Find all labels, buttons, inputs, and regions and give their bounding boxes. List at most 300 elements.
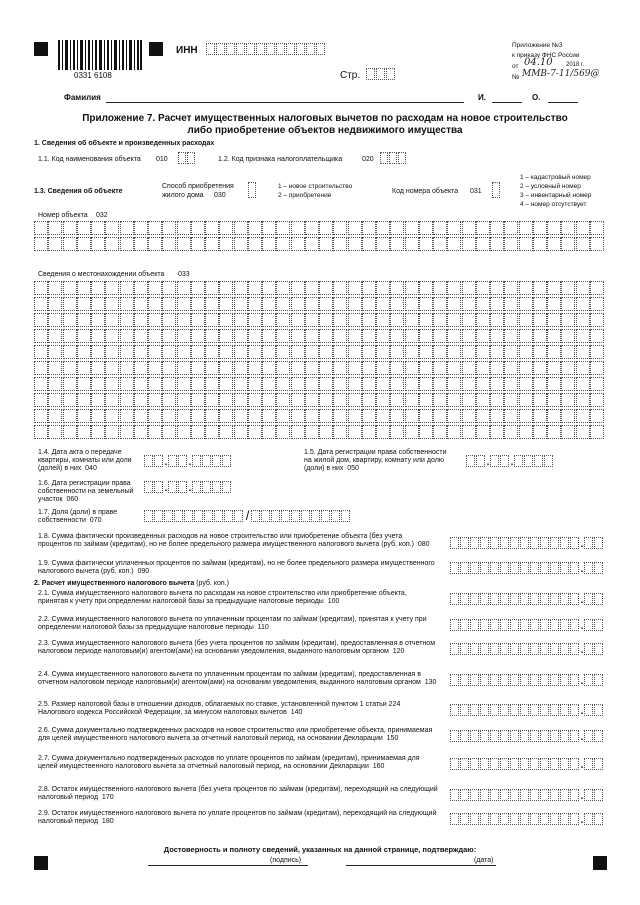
input-cell[interactable] <box>34 425 48 439</box>
input-cell[interactable] <box>594 643 603 655</box>
input-cell[interactable] <box>376 281 390 295</box>
input-cell[interactable] <box>305 281 319 295</box>
signature-input[interactable] <box>148 865 308 866</box>
input-cell[interactable] <box>305 313 319 327</box>
input-cell[interactable] <box>590 425 604 439</box>
input-cell[interactable] <box>34 237 48 251</box>
input-cell[interactable] <box>134 409 148 423</box>
input-cell[interactable] <box>550 789 559 801</box>
input-cell[interactable] <box>390 361 404 375</box>
input-cell[interactable] <box>590 393 604 407</box>
surname-input[interactable] <box>106 102 464 103</box>
input-cell[interactable] <box>490 393 504 407</box>
input-cell[interactable] <box>510 593 519 605</box>
input-cell[interactable] <box>291 425 305 439</box>
input-cell[interactable] <box>219 237 233 251</box>
input-cell[interactable] <box>376 221 390 235</box>
input-cell[interactable] <box>547 313 561 327</box>
input-cell[interactable] <box>476 361 490 375</box>
input-cell[interactable] <box>576 393 590 407</box>
input-cell[interactable] <box>533 361 547 375</box>
input-cell[interactable] <box>433 361 447 375</box>
input-cell[interactable] <box>500 619 509 631</box>
input-cell[interactable] <box>120 297 134 311</box>
input-cell[interactable] <box>291 409 305 423</box>
input-cell[interactable] <box>105 345 119 359</box>
input-cell[interactable] <box>480 593 489 605</box>
input-cell[interactable] <box>319 361 333 375</box>
input-cell[interactable] <box>433 237 447 251</box>
input-cell[interactable] <box>550 562 559 574</box>
input-cell[interactable] <box>405 361 419 375</box>
input-cell[interactable] <box>470 562 479 574</box>
input-cell[interactable] <box>348 329 362 343</box>
input-cell[interactable] <box>248 297 262 311</box>
input-cell[interactable] <box>177 377 191 391</box>
input-cell[interactable] <box>570 562 579 574</box>
input-cell[interactable] <box>341 510 350 522</box>
input-cell[interactable] <box>480 619 489 631</box>
input-cell[interactable] <box>510 562 519 574</box>
input-cell[interactable] <box>500 537 509 549</box>
input-cell[interactable] <box>570 593 579 605</box>
input-cell[interactable] <box>148 345 162 359</box>
input-cell[interactable] <box>234 510 243 522</box>
input-cell[interactable] <box>234 237 248 251</box>
input-cell[interactable] <box>490 297 504 311</box>
input-cell[interactable] <box>594 704 603 716</box>
input-cell[interactable] <box>510 643 519 655</box>
input-cell[interactable] <box>561 221 575 235</box>
input-cell[interactable] <box>348 361 362 375</box>
input-cell[interactable] <box>105 393 119 407</box>
input-cell[interactable] <box>376 237 390 251</box>
input-cell[interactable] <box>319 297 333 311</box>
input-cell[interactable] <box>561 281 575 295</box>
input-cell[interactable] <box>490 237 504 251</box>
input-cell[interactable] <box>162 345 176 359</box>
input-cell[interactable] <box>560 813 569 825</box>
input-cell[interactable] <box>305 329 319 343</box>
input-cell[interactable] <box>576 313 590 327</box>
input-cell[interactable] <box>476 281 490 295</box>
input-cell[interactable] <box>219 409 233 423</box>
input-cell[interactable] <box>590 237 604 251</box>
input-cell[interactable] <box>405 329 419 343</box>
f17-share-input[interactable] <box>144 510 351 522</box>
input-cell[interactable] <box>77 425 91 439</box>
input-cell[interactable] <box>376 345 390 359</box>
input-cell[interactable] <box>519 297 533 311</box>
input-cell[interactable] <box>480 789 489 801</box>
input-cell[interactable] <box>191 361 205 375</box>
input-cell[interactable] <box>447 297 461 311</box>
input-cell[interactable] <box>319 409 333 423</box>
input-cell[interactable] <box>91 237 105 251</box>
input-cell[interactable] <box>561 361 575 375</box>
input-cell[interactable] <box>476 409 490 423</box>
input-cell[interactable] <box>134 361 148 375</box>
input-cell[interactable] <box>205 361 219 375</box>
input-cell[interactable] <box>490 409 504 423</box>
input-cell[interactable] <box>470 674 479 686</box>
input-cell[interactable] <box>460 537 469 549</box>
input-cell[interactable] <box>148 313 162 327</box>
input-cell[interactable] <box>77 377 91 391</box>
input-cell[interactable] <box>205 297 219 311</box>
input-cell[interactable] <box>470 593 479 605</box>
input-cell[interactable] <box>520 619 529 631</box>
input-cell[interactable] <box>584 537 593 549</box>
input-cell[interactable] <box>291 221 305 235</box>
input-cell[interactable] <box>405 281 419 295</box>
input-cell[interactable] <box>570 813 579 825</box>
input-cell[interactable] <box>205 281 219 295</box>
input-cell[interactable] <box>570 643 579 655</box>
input-cell[interactable] <box>405 297 419 311</box>
input-cell[interactable] <box>460 758 469 770</box>
input-cell[interactable] <box>205 313 219 327</box>
input-cell[interactable] <box>305 237 319 251</box>
input-cell[interactable] <box>333 361 347 375</box>
input-cell[interactable] <box>262 377 276 391</box>
section2-row-amount-input[interactable] <box>450 643 604 655</box>
input-cell[interactable] <box>594 730 603 742</box>
input-cell[interactable] <box>504 221 518 235</box>
input-cell[interactable] <box>520 674 529 686</box>
input-cell[interactable] <box>570 730 579 742</box>
input-cell[interactable] <box>205 409 219 423</box>
input-cell[interactable] <box>63 393 77 407</box>
input-cell[interactable] <box>594 758 603 770</box>
input-cell[interactable] <box>519 377 533 391</box>
input-cell[interactable] <box>205 377 219 391</box>
input-cell[interactable] <box>177 361 191 375</box>
input-cell[interactable] <box>134 221 148 235</box>
input-cell[interactable] <box>500 593 509 605</box>
input-cell[interactable] <box>480 537 489 549</box>
input-cell[interactable] <box>48 345 62 359</box>
input-cell[interactable] <box>576 297 590 311</box>
input-cell[interactable] <box>63 329 77 343</box>
input-cell[interactable] <box>550 730 559 742</box>
input-cell[interactable] <box>447 361 461 375</box>
input-cell[interactable] <box>91 329 105 343</box>
input-cell[interactable] <box>540 643 549 655</box>
input-cell[interactable] <box>533 425 547 439</box>
input-cell[interactable] <box>148 409 162 423</box>
input-cell[interactable] <box>504 237 518 251</box>
input-cell[interactable] <box>520 643 529 655</box>
input-cell[interactable] <box>540 758 549 770</box>
input-cell[interactable] <box>547 425 561 439</box>
input-cell[interactable] <box>450 643 459 655</box>
acq-input[interactable] <box>248 182 257 198</box>
input-cell[interactable] <box>520 593 529 605</box>
input-cell[interactable] <box>590 329 604 343</box>
input-cell[interactable] <box>540 730 549 742</box>
input-cell[interactable] <box>191 281 205 295</box>
input-cell[interactable] <box>148 221 162 235</box>
input-cell[interactable] <box>305 377 319 391</box>
input-cell[interactable] <box>194 510 203 522</box>
section2-row-amount-input[interactable] <box>450 674 604 686</box>
input-cell[interactable] <box>520 537 529 549</box>
input-cell[interactable] <box>540 537 549 549</box>
input-cell[interactable] <box>162 313 176 327</box>
input-cell[interactable] <box>533 313 547 327</box>
input-cell[interactable] <box>390 221 404 235</box>
input-cell[interactable] <box>460 789 469 801</box>
input-cell[interactable] <box>462 393 476 407</box>
input-cell[interactable] <box>590 313 604 327</box>
input-cell[interactable] <box>276 393 290 407</box>
input-cell[interactable] <box>234 425 248 439</box>
input-cell[interactable] <box>584 789 593 801</box>
input-cell[interactable] <box>77 221 91 235</box>
input-cell[interactable] <box>134 329 148 343</box>
input-cell[interactable] <box>376 377 390 391</box>
input-cell[interactable] <box>248 329 262 343</box>
input-cell[interactable] <box>533 377 547 391</box>
input-cell[interactable] <box>219 313 233 327</box>
input-cell[interactable] <box>490 377 504 391</box>
input-cell[interactable] <box>105 409 119 423</box>
input-cell[interactable] <box>362 313 376 327</box>
input-cell[interactable] <box>177 237 191 251</box>
input-cell[interactable] <box>63 345 77 359</box>
input-cell[interactable] <box>91 409 105 423</box>
input-cell[interactable] <box>105 237 119 251</box>
input-cell[interactable] <box>490 345 504 359</box>
input-cell[interactable] <box>504 377 518 391</box>
input-cell[interactable] <box>576 361 590 375</box>
input-cell[interactable] <box>48 237 62 251</box>
input-cell[interactable] <box>348 297 362 311</box>
input-cell[interactable] <box>540 704 549 716</box>
input-cell[interactable] <box>584 704 593 716</box>
input-cell[interactable] <box>348 345 362 359</box>
grid-row[interactable] <box>34 221 608 235</box>
input-cell[interactable] <box>450 619 459 631</box>
input-cell[interactable] <box>162 425 176 439</box>
section2-row-amount-input[interactable] <box>450 813 604 825</box>
input-cell[interactable] <box>48 297 62 311</box>
input-cell[interactable] <box>433 297 447 311</box>
input-cell[interactable] <box>533 409 547 423</box>
input-cell[interactable] <box>433 281 447 295</box>
input-cell[interactable] <box>276 313 290 327</box>
input-cell[interactable] <box>476 313 490 327</box>
input-cell[interactable] <box>291 297 305 311</box>
input-cell[interactable] <box>504 329 518 343</box>
input-cell[interactable] <box>162 329 176 343</box>
input-cell[interactable] <box>547 237 561 251</box>
input-cell[interactable] <box>533 221 547 235</box>
input-cell[interactable] <box>550 619 559 631</box>
input-cell[interactable] <box>305 409 319 423</box>
input-cell[interactable] <box>419 329 433 343</box>
input-cell[interactable] <box>560 730 569 742</box>
input-cell[interactable] <box>291 281 305 295</box>
input-cell[interactable] <box>34 393 48 407</box>
input-cell[interactable] <box>134 345 148 359</box>
input-cell[interactable] <box>405 345 419 359</box>
input-cell[interactable] <box>584 674 593 686</box>
input-cell[interactable] <box>134 297 148 311</box>
input-cell[interactable] <box>162 297 176 311</box>
input-cell[interactable] <box>520 789 529 801</box>
input-cell[interactable] <box>362 409 376 423</box>
input-cell[interactable] <box>547 361 561 375</box>
input-cell[interactable] <box>433 425 447 439</box>
input-cell[interactable] <box>262 237 276 251</box>
inn-input[interactable] <box>206 43 326 55</box>
input-cell[interactable] <box>120 425 134 439</box>
input-cell[interactable] <box>63 425 77 439</box>
input-cell[interactable] <box>594 789 603 801</box>
input-cell[interactable] <box>590 297 604 311</box>
input-cell[interactable] <box>120 393 134 407</box>
input-cell[interactable] <box>276 237 290 251</box>
input-cell[interactable] <box>91 393 105 407</box>
input-cell[interactable] <box>248 221 262 235</box>
input-cell[interactable] <box>177 345 191 359</box>
input-cell[interactable] <box>262 329 276 343</box>
input-cell[interactable] <box>319 281 333 295</box>
input-cell[interactable] <box>390 393 404 407</box>
input-cell[interactable] <box>390 237 404 251</box>
input-cell[interactable] <box>490 562 499 574</box>
input-cell[interactable] <box>433 393 447 407</box>
input-cell[interactable] <box>504 281 518 295</box>
input-cell[interactable] <box>120 281 134 295</box>
input-cell[interactable] <box>470 537 479 549</box>
input-cell[interactable] <box>214 510 223 522</box>
input-cell[interactable] <box>248 409 262 423</box>
input-cell[interactable] <box>134 281 148 295</box>
input-cell[interactable] <box>450 789 459 801</box>
input-cell[interactable] <box>291 361 305 375</box>
section2-row-amount-input[interactable] <box>450 593 604 605</box>
input-cell[interactable] <box>500 813 509 825</box>
input-cell[interactable] <box>205 345 219 359</box>
grid-row[interactable] <box>34 345 608 359</box>
input-cell[interactable] <box>162 221 176 235</box>
input-cell[interactable] <box>540 562 549 574</box>
page-number-input[interactable] <box>366 68 396 80</box>
input-cell[interactable] <box>276 361 290 375</box>
input-cell[interactable] <box>490 281 504 295</box>
input-cell[interactable] <box>134 237 148 251</box>
input-cell[interactable] <box>460 593 469 605</box>
input-cell[interactable] <box>533 237 547 251</box>
input-cell[interactable] <box>530 643 539 655</box>
input-cell[interactable] <box>462 425 476 439</box>
input-cell[interactable] <box>162 393 176 407</box>
input-cell[interactable] <box>530 730 539 742</box>
input-cell[interactable] <box>594 537 603 549</box>
input-cell[interactable] <box>561 345 575 359</box>
input-cell[interactable] <box>362 393 376 407</box>
input-cell[interactable] <box>262 281 276 295</box>
input-cell[interactable] <box>48 281 62 295</box>
input-cell[interactable] <box>390 409 404 423</box>
input-cell[interactable] <box>547 297 561 311</box>
input-cell[interactable] <box>462 237 476 251</box>
input-cell[interactable] <box>519 329 533 343</box>
input-cell[interactable] <box>204 510 213 522</box>
input-cell[interactable] <box>447 313 461 327</box>
input-cell[interactable] <box>63 377 77 391</box>
input-cell[interactable] <box>594 593 603 605</box>
input-cell[interactable] <box>262 393 276 407</box>
grid-row[interactable] <box>34 377 608 391</box>
input-cell[interactable] <box>319 345 333 359</box>
input-cell[interactable] <box>120 329 134 343</box>
input-cell[interactable] <box>476 237 490 251</box>
input-cell[interactable] <box>219 393 233 407</box>
input-cell[interactable] <box>584 619 593 631</box>
input-cell[interactable] <box>510 789 519 801</box>
input-cell[interactable] <box>520 562 529 574</box>
input-cell[interactable] <box>490 425 504 439</box>
input-cell[interactable] <box>248 361 262 375</box>
input-cell[interactable] <box>205 425 219 439</box>
input-cell[interactable] <box>333 313 347 327</box>
input-cell[interactable] <box>234 297 248 311</box>
input-cell[interactable] <box>105 297 119 311</box>
input-cell[interactable] <box>376 297 390 311</box>
input-cell[interactable] <box>570 674 579 686</box>
input-cell[interactable] <box>191 221 205 235</box>
input-cell[interactable] <box>547 221 561 235</box>
input-cell[interactable] <box>561 409 575 423</box>
input-cell[interactable] <box>594 813 603 825</box>
input-cell[interactable] <box>48 393 62 407</box>
input-cell[interactable] <box>362 281 376 295</box>
input-cell[interactable] <box>262 361 276 375</box>
input-cell[interactable] <box>333 297 347 311</box>
input-cell[interactable] <box>433 409 447 423</box>
input-cell[interactable] <box>547 281 561 295</box>
grid-row[interactable] <box>34 329 608 343</box>
input-cell[interactable] <box>560 537 569 549</box>
input-cell[interactable] <box>504 297 518 311</box>
input-cell[interactable] <box>305 361 319 375</box>
input-cell[interactable] <box>333 393 347 407</box>
input-cell[interactable] <box>144 510 153 522</box>
input-cell[interactable] <box>550 758 559 770</box>
input-cell[interactable] <box>550 537 559 549</box>
input-cell[interactable] <box>77 329 91 343</box>
input-cell[interactable] <box>219 377 233 391</box>
input-cell[interactable] <box>576 221 590 235</box>
input-cell[interactable] <box>174 510 183 522</box>
initial-i-input[interactable] <box>492 102 522 103</box>
input-cell[interactable] <box>540 789 549 801</box>
input-cell[interactable] <box>447 345 461 359</box>
input-cell[interactable] <box>191 313 205 327</box>
input-cell[interactable] <box>462 361 476 375</box>
input-cell[interactable] <box>191 345 205 359</box>
input-cell[interactable] <box>219 221 233 235</box>
input-cell[interactable] <box>533 281 547 295</box>
input-cell[interactable] <box>570 758 579 770</box>
input-cell[interactable] <box>362 297 376 311</box>
input-cell[interactable] <box>77 237 91 251</box>
input-cell[interactable] <box>281 510 290 522</box>
